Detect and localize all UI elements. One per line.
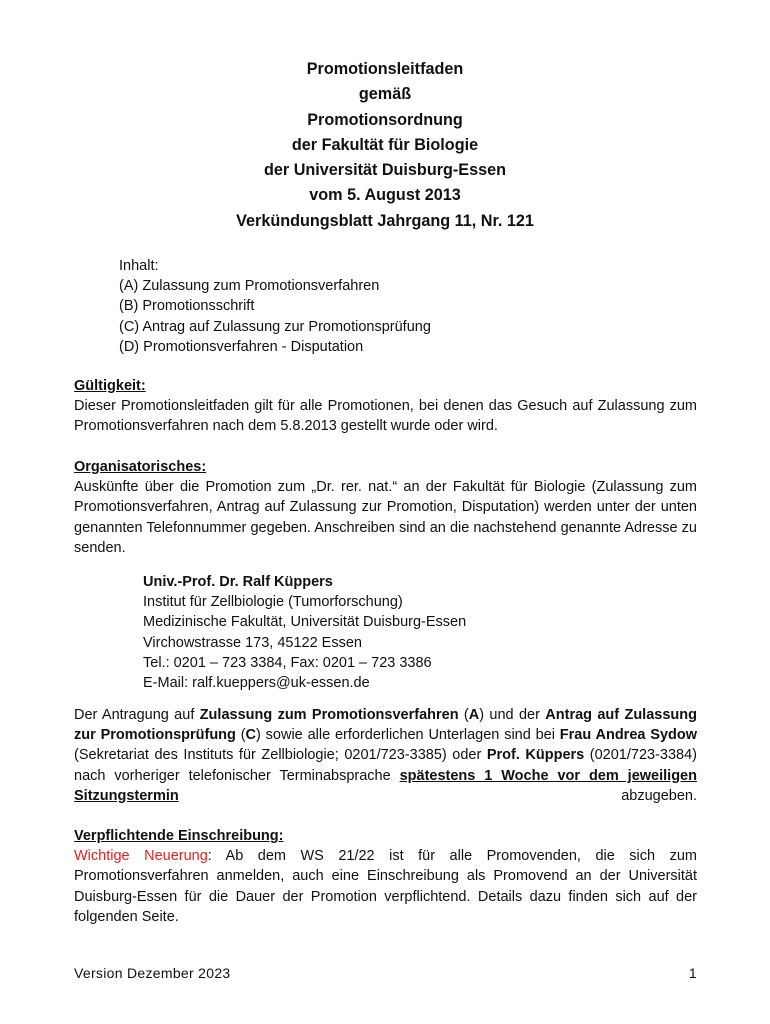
title-line: gemäß — [358, 85, 412, 104]
contact-email: E-Mail: ralf.kueppers@uk-essen.de — [143, 675, 370, 692]
toc-item: (B) Promotionsschrift — [119, 298, 255, 315]
organisational-heading: Organisatorisches: — [74, 459, 207, 475]
validity-section — [74, 376, 697, 437]
toc-item: (D) Promotionsverfahren - Disputation — [119, 338, 364, 355]
title-line: Promotionsordnung — [307, 110, 463, 129]
application-text: (0201/723-3384) nach vorheriger telefonischer Terminabsprache — [74, 747, 698, 784]
page-number: 1 — [688, 965, 697, 981]
organisational-section — [74, 457, 697, 558]
application-text: ( — [458, 707, 469, 723]
application-text: Der Antragung auf — [74, 707, 200, 723]
footer-version: Version Dezember 2023 — [74, 965, 231, 981]
validity-text: Dieser Promotionsleitfaden gilt für alle Promotionen, bei denen das Gesuch auf Zulassung zum Promotionsverfahren nach dem 5.8.2013 gestellt wurde oder wird. — [74, 398, 697, 435]
application-text: ) sowie alle erforderlichen Unterlagen sind bei — [256, 727, 560, 744]
enrollment-highlight: Wichtige Neuerung — [74, 848, 208, 865]
title-line: Verkündungsblatt Jahrgang 11, Nr. 121 — [236, 211, 534, 230]
application-text: ) und der — [479, 707, 546, 723]
toc-item: (C) Antrag auf Zulassung zur Promotionsprüfung — [119, 318, 431, 335]
title-line: der Universität Duisburg-Essen — [264, 161, 506, 180]
application-text: abzugeben. — [178, 787, 697, 804]
title-line: der Fakultät für Biologie — [291, 135, 479, 154]
application-bold: A — [468, 707, 480, 723]
page-footer — [74, 964, 697, 982]
contact-name: Univ.-Prof. Dr. Ralf Küppers — [143, 574, 333, 590]
title-line: vom 5. August 2013 — [309, 186, 461, 205]
toc-item: (A) Zulassung zum Promotionsverfahren — [119, 278, 380, 295]
enrollment-section — [74, 826, 697, 927]
organisational-text: Auskünfte über die Promotion zum „Dr. rer. nat.“ an der Fakultät für Biologie (Zulassung zum Promotionsverfahren, Antrag auf Zulassung zur Promotion, Disputation) werden unter der unten genannten Telefonnummer gegeben. Anschreiben sind an die nachstehend genannte Adresse zu senden. — [74, 479, 697, 556]
application-text: ( — [235, 727, 246, 744]
application-bold: C — [245, 727, 257, 744]
enrollment-text — [74, 846, 697, 927]
table-of-contents — [119, 256, 431, 357]
document-title — [0, 57, 770, 234]
application-bold: Prof. Küppers — [486, 747, 585, 764]
enrollment-body: : Ab dem WS 21/22 ist für alle Promovenden, die sich zum Promotionsverfahren anmelden, auch eine Einschreibung als Promovend an der Universität Duisburg-Essen für die Dauer der Promotion verpflichtend. Details dazu finden sich auf der folgenden Seite. — [74, 848, 697, 925]
application-deadline: spätestens 1 Woche vor dem jeweiligen Sitzungstermin — [74, 767, 697, 804]
contact-line: Tel.: 0201 – 723 3384, Fax: 0201 – 723 3386 — [143, 654, 432, 671]
application-text: (Sekretariat des Instituts für Zellbiologie; 0201/723-3385) oder — [74, 747, 487, 764]
application-bold: Antrag auf Zulassung zur Promotionsprüfung — [74, 707, 697, 744]
contact-address — [143, 572, 466, 693]
validity-heading: Gültigkeit: — [74, 378, 146, 394]
contact-line: Medizinische Fakultät, Universität Duisburg-Essen — [143, 614, 467, 631]
application-bold: Frau Andrea Sydow — [559, 727, 698, 744]
application-paragraph — [74, 705, 697, 806]
contact-line: Institut für Zellbiologie (Tumorforschung) — [143, 594, 403, 611]
title-line: Promotionsleitfaden — [306, 60, 464, 78]
enrollment-heading: Verpflichtende Einschreibung: — [74, 828, 284, 844]
contact-line: Virchowstrasse 173, 45122 Essen — [143, 634, 362, 651]
application-bold: Zulassung zum Promotionsverfahren — [199, 707, 459, 723]
toc-heading: Inhalt: — [119, 258, 159, 274]
